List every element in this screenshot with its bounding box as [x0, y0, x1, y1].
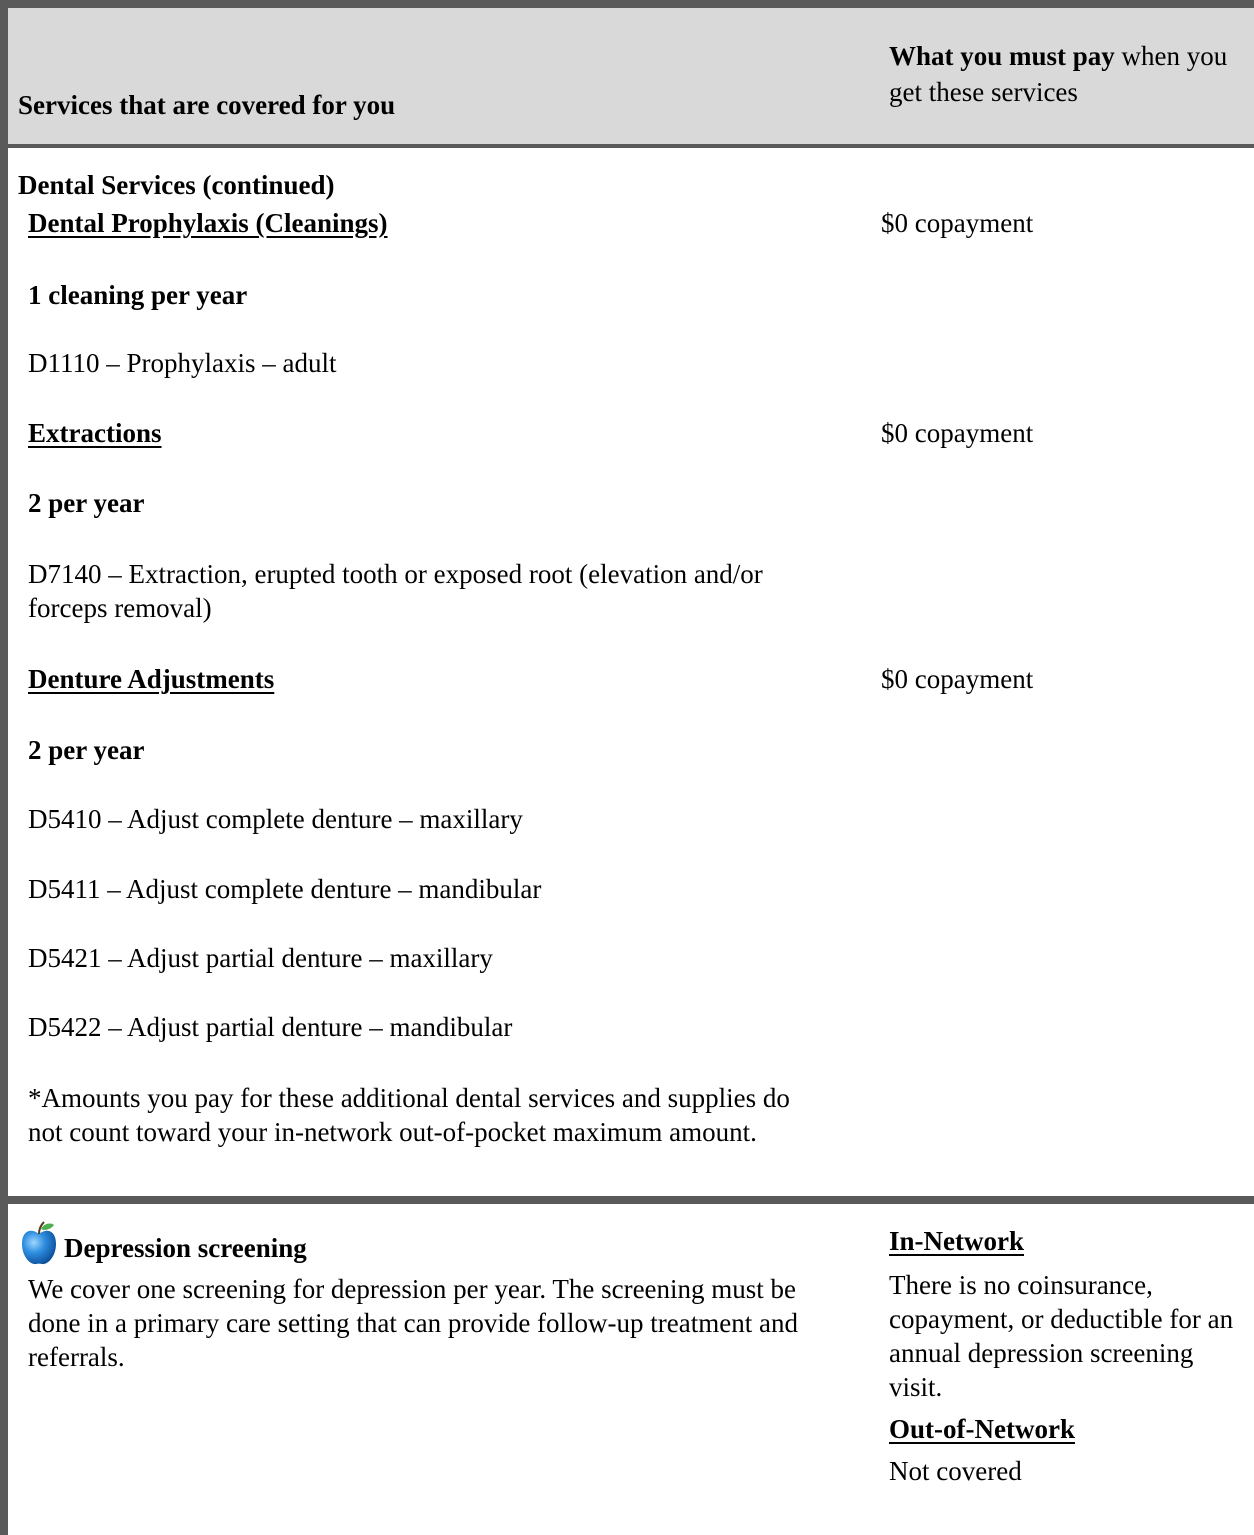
table-header — [8, 8, 1254, 148]
denture-code: D5421 – Adjust partial denture – maxillary — [28, 943, 493, 973]
extractions-cost: $0 copayment — [881, 418, 1034, 448]
out-network-text: Not covered — [889, 1456, 1022, 1486]
out-network-label: Out-of-Network — [889, 1414, 1075, 1444]
in-network-label: In-Network — [889, 1226, 1024, 1256]
denture-limit: 2 per year — [28, 735, 145, 765]
denture-code: D5411 – Adjust complete denture – mandibular — [28, 874, 542, 904]
denture-code: D5422 – Adjust partial denture – mandibular — [28, 1012, 513, 1042]
header-services-title: Services that are covered for you — [18, 90, 396, 120]
section-divider — [8, 1196, 1254, 1204]
denture-heading: Denture Adjustments — [28, 664, 275, 694]
extractions-code: D7140 – Extraction, erupted tooth or exposed root (elevation and/or forceps removal) — [28, 559, 763, 623]
extractions-heading: Extractions — [28, 418, 162, 448]
denture-cost: $0 copayment — [881, 664, 1034, 694]
in-network-text: There is no coinsurance, copayment, or deductible for an annual depression screening visit. — [889, 1270, 1234, 1402]
header-payment-bold: What you must pay — [889, 41, 1115, 71]
prophylaxis-code: D1110 – Prophylaxis – adult — [28, 348, 337, 378]
prophylaxis-heading: Dental Prophylaxis (Cleanings) — [28, 208, 388, 238]
depression-description: We cover one screening for depression per year. The screening must be done in a primary care setting that can provide follow-up treatment and referrals. — [28, 1274, 798, 1372]
header-payment-rest: when you get these services — [889, 41, 1228, 107]
depression-title: Depression screening — [64, 1233, 307, 1263]
prophylaxis-cost: $0 copayment — [881, 208, 1034, 238]
apple-icon — [20, 1220, 58, 1266]
dental-section-title: Dental Services (continued) — [18, 170, 335, 200]
header-payment-title — [889, 38, 1249, 110]
prophylaxis-limit: 1 cleaning per year — [28, 280, 248, 310]
denture-code: D5410 – Adjust complete denture – maxillary — [28, 804, 523, 834]
dental-footnote: *Amounts you pay for these additional dental services and supplies do not count toward your in-network out-of-pocket maximum amount. — [28, 1083, 790, 1147]
extractions-limit: 2 per year — [28, 488, 145, 518]
